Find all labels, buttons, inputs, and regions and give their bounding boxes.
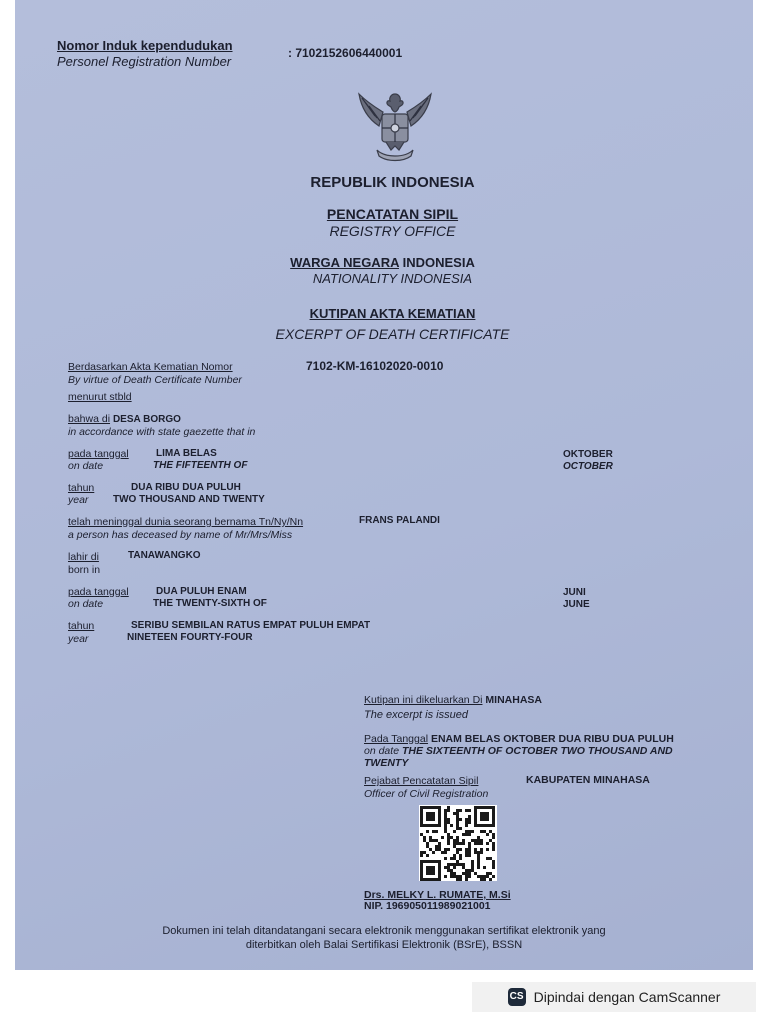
death-year-value: DUA RIBU DUA PULUH (131, 482, 241, 493)
birth-year-label-en: year (68, 633, 89, 645)
cert-number-label-en: By virtue of Death Certificate Number (68, 374, 242, 386)
birth-date-label: pada tanggal (68, 586, 129, 598)
footer-line-1: Dokumen ini telah ditandatangani secara elektronik menggunakan sertifikat elektronik yang (162, 925, 606, 937)
garuda-emblem-icon (353, 88, 437, 166)
nik-label: Nomor Induk kependudukan (57, 38, 233, 53)
document-title-en: EXCERPT OF DEATH CERTIFICATE (275, 326, 510, 342)
issue-date-label: Pada Tanggal (364, 733, 429, 745)
birth-place-label: lahir di (68, 551, 99, 563)
birth-month-en: JUNE (563, 599, 590, 610)
birth-month: JUNI (563, 587, 586, 598)
signature-qr-code (419, 805, 497, 881)
issued-label: Kutipan ini dikeluarkan Di (364, 694, 483, 706)
name-label-en: a person has deceased by name of Mr/Mrs/Miss (68, 529, 293, 541)
republic-title: REPUBLIK INDONESIA (310, 174, 475, 191)
name-value: FRANS PALANDI (359, 515, 440, 526)
issue-date-value: ENAM BELAS OKTOBER DUA RIBU DUA PULUH (428, 733, 674, 745)
document-title: KUTIPAN AKTA KEMATIAN (309, 306, 476, 321)
birth-date-value-en: THE TWENTY-SIXTH OF (153, 598, 267, 609)
signer-name: Drs. MELKY L. RUMATE, M.Si (364, 889, 511, 901)
camscanner-text: Dipindai dengan CamScanner (533, 989, 721, 1005)
issue-date-en-value-2: TWENTY (364, 757, 409, 769)
death-month-en: OCTOBER (563, 461, 613, 472)
death-date-label: pada tanggal (68, 448, 129, 460)
birth-place-label-en: born in (68, 564, 101, 576)
birth-place-value: TANAWANGKO (128, 550, 201, 561)
stbld-label: menurut stbld (68, 391, 132, 403)
village-row (68, 413, 181, 425)
village-label: bahwa di (68, 413, 111, 425)
office-title: PENCATATAN SIPIL (326, 206, 459, 222)
birth-year-value: SERIBU SEMBILAN RATUS EMPAT PULUH EMPAT (131, 620, 371, 631)
issue-date-en-label: on date (364, 745, 402, 757)
camscanner-logo-icon: CS (508, 988, 526, 1006)
death-month: OKTOBER (563, 449, 613, 460)
death-year-label-en: year (68, 494, 89, 506)
village-value: DESA BORGO (112, 414, 181, 425)
nationality-value: INDONESIA (398, 255, 475, 270)
nationality-title-en: NATIONALITY INDONESIA (312, 271, 473, 286)
nationality-label: WARGA NEGARA (290, 255, 399, 270)
officer-value: KABUPATEN MINAHASA (526, 774, 650, 786)
issue-date-row (364, 733, 674, 745)
death-date-value: LIMA BELAS (156, 448, 217, 459)
issue-date-en-row (364, 745, 673, 757)
nationality-title (15, 255, 750, 270)
death-date-value-en: THE FIFTEENTH OF (153, 460, 248, 471)
certificate-page (15, 0, 753, 970)
name-label: telah meninggal dunia seorang bernama Tn/Ny/Nn (68, 516, 304, 528)
birth-date-label-en: on date (68, 598, 104, 610)
nik-label-en: Personel Registration Number (57, 54, 232, 69)
birth-date-value: DUA PULUH ENAM (156, 586, 247, 597)
death-date-label-en: on date (68, 460, 104, 472)
village-label-en: in accordance with state gaezette that in (68, 426, 256, 438)
footer-line-2: diterbitkan oleh Balai Sertifikasi Elektronik (BSrE), BSSN (245, 939, 523, 951)
issued-row (364, 694, 542, 706)
issue-date-en-value: THE SIXTEENTH OF OCTOBER TWO THOUSAND AND (401, 745, 673, 757)
cert-number-value: 7102-KM-16102020-0010 (306, 359, 444, 373)
issued-label-en: The excerpt is issued (364, 709, 468, 721)
camscanner-watermark (472, 982, 756, 1012)
nik-value: : 7102152606440001 (288, 46, 403, 60)
office-title-en: REGISTRY OFFICE (329, 223, 456, 239)
officer-label-en: Officer of Civil Registration (364, 788, 489, 800)
cert-number-label: Berdasarkan Akta Kematian Nomor (68, 361, 233, 373)
birth-year-label: tahun (68, 620, 95, 632)
officer-label: Pejabat Pencatatan Sipil (364, 775, 479, 787)
issued-value: MINAHASA (482, 694, 542, 706)
signer-nip: NIP. 196905011989021001 (364, 900, 491, 912)
death-year-label: tahun (68, 482, 95, 494)
death-year-value-en: TWO THOUSAND AND TWENTY (113, 494, 265, 505)
birth-year-value-en: NINETEEN FOURTY-FOUR (127, 632, 253, 643)
